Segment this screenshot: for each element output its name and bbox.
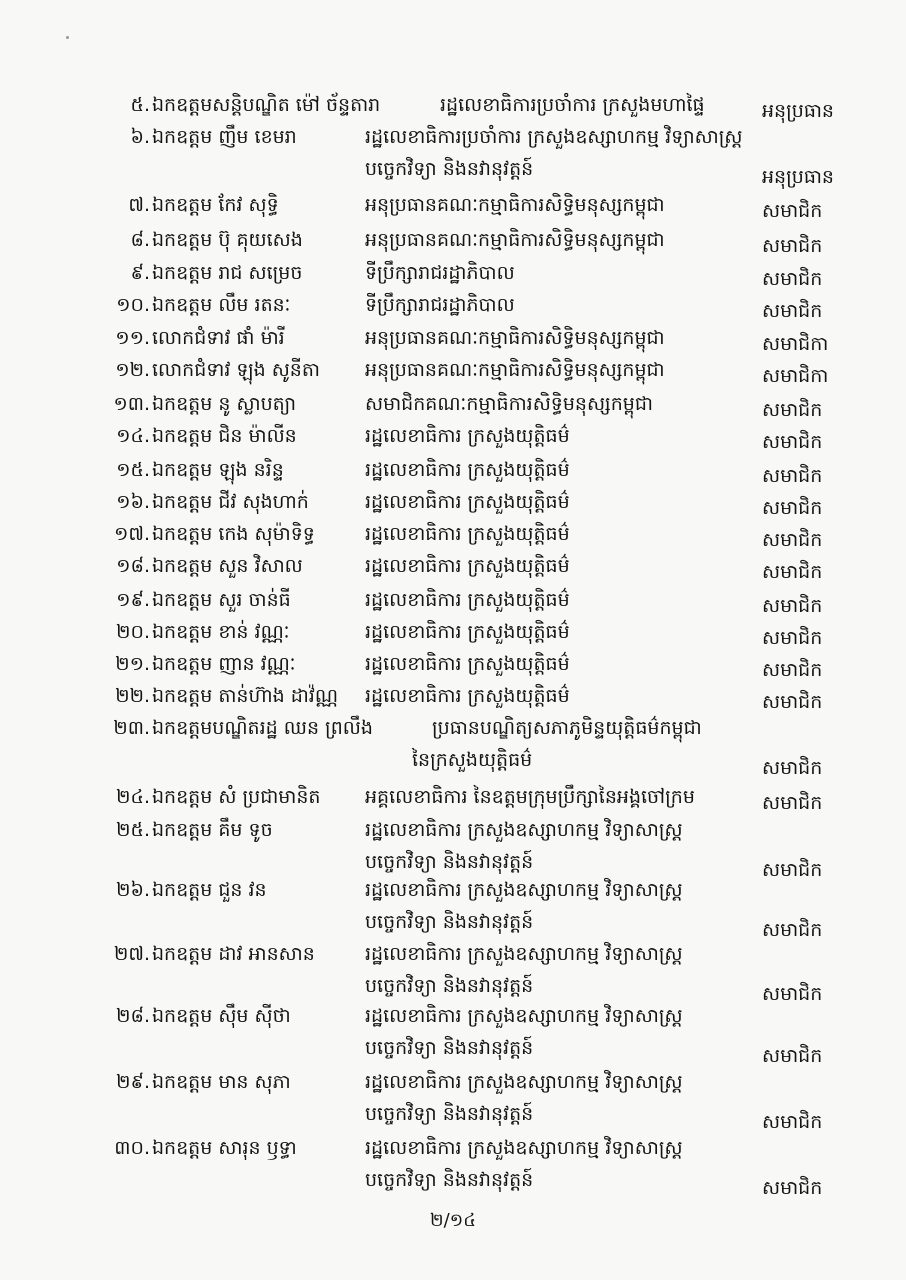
member-name: ឯកឧត្តម ជួន វន	[152, 879, 267, 901]
member-number: ២៨.	[116, 1005, 150, 1027]
member-number: ១៦.	[116, 491, 150, 513]
member-number: ៣០.	[114, 1137, 150, 1159]
member-name: ឯកឧត្តម ឡុង នរិន្ទ	[152, 459, 284, 481]
member-position-line: រដ្ឋលេខាធិការប្រចាំការ ក្រសួងមហាផ្ទៃ	[440, 94, 705, 116]
member-number: ២៥.	[116, 819, 150, 841]
member-number: ៦.	[130, 126, 150, 148]
member-position-line: រដ្ឋលេខាធិការ ក្រសួងយុត្តិធម៌	[365, 653, 570, 675]
member-number: ១១.	[115, 327, 150, 349]
member-position-line: បច្ចេកវិទ្យា និងនវានុវត្តន៍	[365, 911, 534, 933]
member-position-line: រដ្ឋលេខាធិការ ក្រសួងយុត្តិធម៌	[365, 685, 570, 707]
member-number: ២៣.	[113, 717, 150, 739]
member-role: សមាជិក	[762, 691, 823, 713]
member-name: ឯកឧត្តម មាន សុភា	[152, 1071, 291, 1093]
member-name: ឯកឧត្តម នូ ស្លាបត្យា	[152, 393, 297, 415]
member-position-line: រដ្ឋលេខាធិការ ក្រសួងយុត្តិធម៌	[365, 491, 570, 513]
member-position-line: អនុប្រធានគណៈកម្មាធិការសិទ្ធិមនុស្សកម្ពុជា	[365, 327, 665, 349]
member-name: ឯកឧត្តម ជីវ សុងហាក់	[152, 491, 309, 513]
member-role: សមាជិក	[762, 268, 823, 290]
member-position-line: រដ្ឋលេខាធិការ ក្រសួងឧស្សាហកម្ម វិទ្យាសាស្ត្រ	[365, 1071, 683, 1093]
member-name: ឯកឧត្តម ស៊ឹម ស៊ីថា	[152, 1005, 291, 1027]
member-name: ឯកឧត្តម លឹម រតនៈ	[152, 294, 291, 316]
member-role: សមាជិក	[762, 1111, 823, 1133]
member-role: សមាជិកា	[762, 365, 829, 387]
member-role: សមាជិក	[762, 595, 823, 617]
member-role: សមាជិក	[762, 431, 823, 453]
member-role: សមាជិក	[762, 919, 823, 941]
member-position-line: រដ្ឋលេខាធិការ ក្រសួងឧស្សាហកម្ម វិទ្យាសាស្ត្រ	[365, 943, 683, 965]
member-number: ២៩.	[116, 1071, 150, 1093]
member-role: សមាជិក	[762, 1177, 823, 1199]
member-role: សមាជិក	[762, 200, 823, 222]
member-name: ឯកឧត្តម រាជ សម្រេច	[152, 262, 303, 284]
member-position-line: រដ្ឋលេខាធិការ ក្រសួងឧស្សាហកម្ម វិទ្យាសាស្ត្រ	[365, 1005, 683, 1027]
member-name: លោកជំទាវ ផាំ ម៉ារី	[152, 327, 285, 349]
member-position-line: បច្ចេកវិទ្យា និងនវានុវត្តន៍	[365, 158, 534, 180]
member-position-line: អនុប្រធានគណៈកម្មាធិការសិទ្ធិមនុស្សកម្ពុជា	[365, 229, 665, 251]
member-position-line: រដ្ឋលេខាធិការ ក្រសួងយុត្តិធម៌	[365, 459, 570, 481]
member-position-line: បច្ចេកវិទ្យា និងនវានុវត្តន៍	[365, 1037, 534, 1059]
member-number: ៩.	[130, 262, 150, 284]
member-number: ២២.	[115, 685, 150, 707]
member-position-line: រដ្ឋលេខាធិការ ក្រសួងឧស្សាហកម្ម វិទ្យាសាស្ត្រ	[365, 1137, 683, 1159]
member-position-line: ទីប្រឹក្សារាជរដ្ឋាភិបាល	[365, 262, 515, 284]
member-role: សមាជិក	[762, 859, 823, 881]
member-position-line: រដ្ឋលេខាធិការ ក្រសួងយុត្តិធម៌	[365, 621, 570, 643]
member-number: ៨.	[130, 229, 150, 251]
member-position-line: បច្ចេកវិទ្យា និងនវានុវត្តន៍	[365, 851, 534, 873]
member-number: ១២.	[115, 359, 150, 381]
member-position-line: រដ្ឋលេខាធិការ ក្រសួងឧស្សាហកម្ម វិទ្យាសាស្ត្រ	[365, 819, 683, 841]
member-position-line: សមាជិកគណៈកម្មាធិការសិទ្ធិមនុស្សកម្ពុជា	[365, 393, 653, 415]
member-number: ២៦.	[116, 879, 150, 901]
member-role: សមាជិក	[762, 465, 823, 487]
member-number: ១៤.	[116, 425, 150, 447]
member-role: សមាជិក	[762, 529, 823, 551]
page-number: ២/១៤	[429, 1210, 477, 1231]
member-position-line: អគ្គលេខាធិការ នៃឧត្តមក្រុមប្រឹក្សានៃអង្គចៅក្រម	[365, 786, 695, 808]
member-number: ៧.	[128, 194, 150, 216]
member-role: សមាជិក	[762, 659, 823, 681]
member-role: សមាជិក	[762, 983, 823, 1005]
member-name: លោកជំទាវ ឡុង សូនីតា	[152, 359, 320, 381]
member-name: ឯកឧត្តម សារុន ឫទ្ធា	[152, 1137, 297, 1159]
member-position-line: បច្ចេកវិទ្យា និងនវានុវត្តន៍	[365, 1169, 534, 1191]
member-position-line: ប្រធានបណ្ឌិត្យសភាភូមិន្ទយុត្តិធម៌កម្ពុជា	[432, 717, 702, 739]
member-position-line: រដ្ឋលេខាធិការ ក្រសួងយុត្តិធម៌	[365, 555, 570, 577]
member-position-line: នៃក្រសួងយុត្តិធម៌	[412, 749, 533, 771]
member-role: អនុប្រធាន	[762, 166, 834, 188]
member-number: ២០.	[116, 621, 150, 643]
member-position-line: រដ្ឋលេខាធិការ ក្រសួងយុត្តិធម៌	[365, 523, 570, 545]
member-role: សមាជិក	[762, 1045, 823, 1067]
member-role: អនុប្រធាន	[762, 100, 834, 122]
member-number: ១៨.	[116, 555, 150, 577]
member-number: ២៧.	[113, 943, 150, 965]
member-position-line: រដ្ឋលេខាធិការ ក្រសួងយុត្តិធម៌	[365, 425, 570, 447]
scan-speck	[66, 36, 69, 39]
member-name: ឯកឧត្តម ខាន់ វណ្ណៈ	[152, 621, 290, 643]
member-name: ឯកឧត្តម ញាន វណ្ណៈ	[152, 653, 296, 675]
member-role: សមាជិក	[762, 497, 823, 519]
member-number: ១៥.	[116, 459, 150, 481]
member-name: ឯកឧត្តម កែវ សុទ្ធិ	[152, 194, 279, 216]
member-name: ឯកឧត្តម សួរ ចាន់ធី	[152, 589, 291, 611]
member-position-line: បច្ចេកវិទ្យា និងនវានុវត្តន៍	[365, 975, 534, 997]
member-number: ១៣.	[113, 393, 150, 415]
member-name: ឯកឧត្តម គឹម ទូច	[152, 819, 273, 841]
member-role: សមាជិក	[762, 399, 823, 421]
member-number: ១៧.	[113, 523, 150, 545]
member-position-line: រដ្ឋលេខាធិការ ក្រសួងយុត្តិធម៌	[365, 589, 570, 611]
member-position-line: បច្ចេកវិទ្យា និងនវានុវត្តន៍	[365, 1103, 534, 1125]
member-position-line: អនុប្រធានគណៈកម្មាធិការសិទ្ធិមនុស្សកម្ពុជា	[365, 359, 665, 381]
member-number: ១៩.	[116, 589, 150, 611]
member-role: សមាជិក	[762, 627, 823, 649]
member-name: ឯកឧត្តម តាន់ហ៊ាង ដាវ៉ណ្ណ	[152, 685, 339, 707]
member-role: សមាជិក	[762, 235, 823, 257]
member-role: សមាជិក	[762, 561, 823, 583]
member-role: សមាជិក	[762, 757, 823, 779]
member-name: ឯកឧត្តម សួន វិសាល	[152, 555, 303, 577]
member-position-line: អនុប្រធានគណៈកម្មាធិការសិទ្ធិមនុស្សកម្ពុជា	[365, 194, 665, 216]
member-position-line: រដ្ឋលេខាធិការ ក្រសួងឧស្សាហកម្ម វិទ្យាសាស្ត្រ	[365, 879, 683, 901]
member-role: សមាជិកា	[762, 333, 829, 355]
member-number: ១០.	[116, 294, 150, 316]
member-name: ឯកឧត្តម ញឹម ខេមរា	[152, 126, 297, 148]
member-name: ឯកឧត្តមបណ្ឌិតរដ្ឋ ឈន ព្រលឹង	[152, 717, 373, 739]
member-role: សមាជិក	[762, 792, 823, 814]
member-name: ឯកឧត្តម កេង សុម៉ាទិទ្ធ	[152, 523, 315, 545]
member-number: ២៤.	[116, 786, 150, 808]
member-number: ២១.	[115, 653, 150, 675]
member-name: ឯកឧត្តម ជិន ម៉ាលីន	[152, 425, 297, 447]
member-position-line: រដ្ឋលេខាធិការប្រចាំការ ក្រសួងឧស្សាហកម្ម វិទ្យាសាស្ត្រ	[365, 126, 743, 148]
member-position-line: ទីប្រឹក្សារាជរដ្ឋាភិបាល	[365, 294, 515, 316]
member-role: សមាជិក	[762, 300, 823, 322]
member-name: ឯកឧត្តម ដាវ អានសាន	[152, 943, 315, 965]
member-number: ៥.	[130, 94, 150, 116]
member-name: ឯកឧត្តម ប៊ុ គុយសេង	[152, 229, 303, 251]
member-name: ឯកឧត្តម សំ ប្រជាមានិត	[152, 786, 321, 808]
member-name: ឯកឧត្តមសន្តិបណ្ឌិត ម៉ៅ ច័ន្ទតារា	[152, 94, 381, 116]
